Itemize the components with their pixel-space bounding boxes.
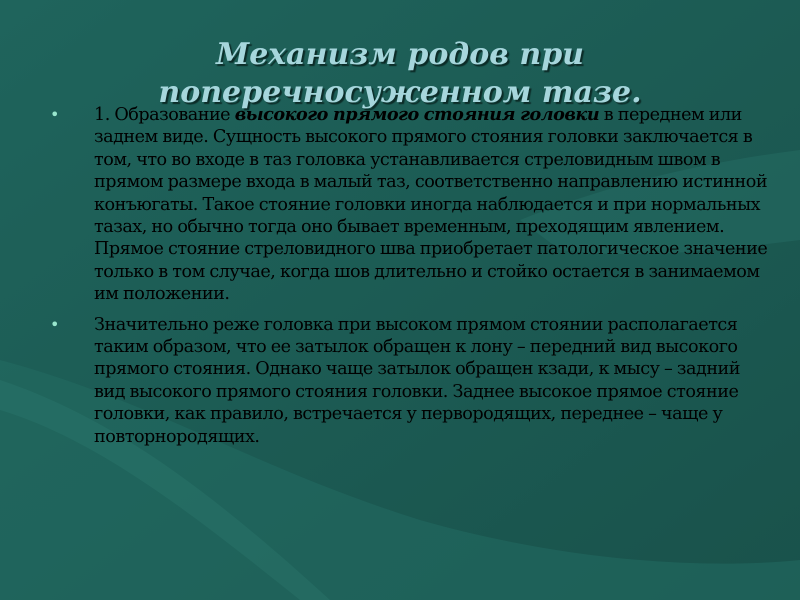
bullet-item — [50, 104, 770, 306]
bullet-item — [50, 314, 770, 448]
slide-title-line: Механизм родов при — [215, 37, 584, 72]
slide-title — [60, 36, 740, 112]
emphasis-text: высокого прямого стояния головки — [234, 104, 600, 125]
bullet-icon: • — [50, 314, 59, 334]
bullet-icon: • — [50, 105, 59, 124]
slide-title-line: поперечносуженном тазе. — [158, 75, 642, 110]
bullet-text: Значительно реже головка при высоком прямом стоянии располагается таким образом, что ее затылок обращен к лону – передний вид высокого прямого стояния. Однако чаще затылок обращен кзади, к мысу – задний вид высокого прямого стояния головки. Заднее высокое прямое стояние головки, как правило, встречается у первородящих, переднее – чаще у повторнородящих. — [94, 314, 741, 447]
bullet-text: 1. Образование — [94, 105, 235, 125]
bullet-text: в переднем или заднем виде. Сущность высокого прямого стояния головки заключается в том, что во входе в таз головка устанавливается стреловидным швом в прямом размере входа в малый таз, соответственно направлению истинной конъюгаты. Такое стояние головки иногда наблюдается и при нормальных тазах, но обычно тогда оно бывает временным, преходящим явлением. Прямое стояние стреловидного шва приобретает патологическое значение только в том случае, когда шов длительно и стойко остается в занимаемом им положении. — [94, 105, 768, 305]
slide-body — [50, 104, 770, 456]
